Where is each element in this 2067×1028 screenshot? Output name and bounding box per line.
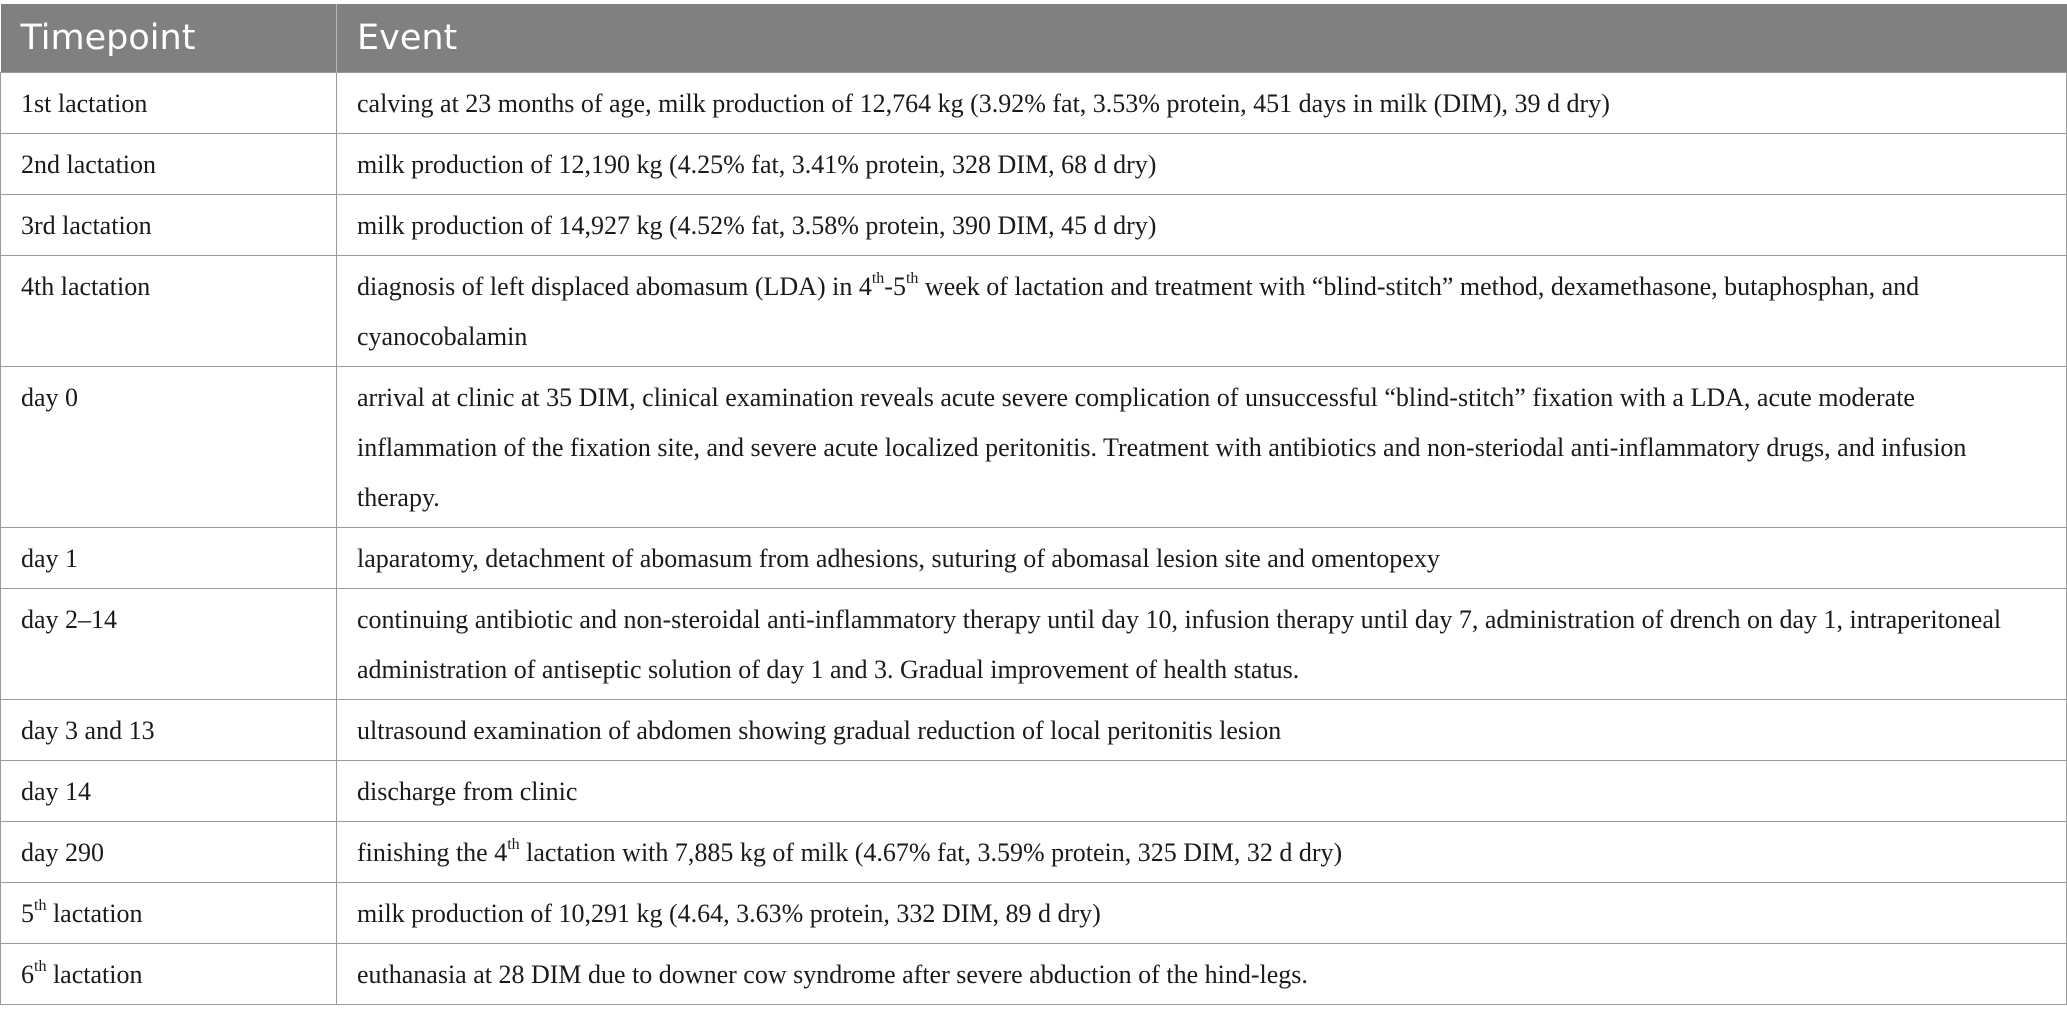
event-cell: milk production of 10,291 kg (4.64, 3.63% protein, 332 DIM, 89 d dry) (337, 883, 2067, 944)
table-row (1, 589, 2067, 700)
event-text: -5 (884, 272, 906, 301)
event-cell: laparatomy, detachment of abomasum from adhesions, suturing of abomasal lesion site and omentopexy (337, 528, 2067, 589)
event-cell (337, 256, 2067, 367)
table-row (1, 700, 2067, 761)
timepoint-cell: day 2–14 (1, 589, 337, 700)
event-cell: ultrasound examination of abdomen showing gradual reduction of local peritonitis lesion (337, 700, 2067, 761)
superscript: th (507, 836, 520, 854)
timepoint-cell: day 0 (1, 367, 337, 528)
timepoint-text: lactation (46, 960, 143, 989)
header-row (1, 4, 2067, 73)
timepoint-cell: 2nd lactation (1, 134, 337, 195)
timepoint-cell: 1st lactation (1, 73, 337, 134)
event-text: lactation with 7,885 kg of milk (4.67% fat, 3.59% protein, 325 DIM, 32 d dry) (519, 838, 1343, 867)
timepoint-cell: 3rd lactation (1, 195, 337, 256)
timepoint-cell: day 3 and 13 (1, 700, 337, 761)
timepoint-cell (1, 944, 337, 1005)
timeline-table-container (0, 4, 2066, 1005)
event-cell: milk production of 14,927 kg (4.52% fat, 3.58% protein, 390 DIM, 45 d dry) (337, 195, 2067, 256)
superscript: th (34, 958, 47, 976)
table-row (1, 134, 2067, 195)
timepoint-cell: day 1 (1, 528, 337, 589)
superscript: th (871, 270, 885, 288)
event-cell: arrival at clinic at 35 DIM, clinical examination reveals acute severe complication of unsuccessful “blind-stitch” fixation with a LDA, acute moderate inflammation of the fixation site, and severe acute localized peritonitis. Treatment with antibiotics and non-steriodal anti-inflammatory drugs, and infusion therapy. (337, 367, 2067, 528)
event-cell: discharge from clinic (337, 761, 2067, 822)
event-cell (337, 822, 2067, 883)
timepoint-cell: 4th lactation (1, 256, 337, 367)
table-row (1, 256, 2067, 367)
event-text: finishing the 4 (357, 838, 508, 867)
table-row (1, 822, 2067, 883)
timepoint-cell: day 14 (1, 761, 337, 822)
header-event: Event (337, 4, 2067, 73)
table-row (1, 528, 2067, 589)
timeline-table (0, 4, 2067, 1005)
table-row (1, 73, 2067, 134)
event-cell: milk production of 12,190 kg (4.25% fat, 3.41% protein, 328 DIM, 68 d dry) (337, 134, 2067, 195)
timepoint-cell: day 290 (1, 822, 337, 883)
timepoint-text: 5 (21, 899, 34, 928)
event-cell: continuing antibiotic and non-steroidal anti-inflammatory therapy until day 10, infusion therapy until day 7, administration of drench on day 1, intraperitoneal administration of antiseptic solution of day 1 and 3. Gradual improvement of health status. (337, 589, 2067, 700)
event-cell: euthanasia at 28 DIM due to downer cow syndrome after severe abduction of the hind-legs. (337, 944, 2067, 1005)
event-text: diagnosis of left displaced abomasum (LDA) in 4 (357, 272, 872, 301)
timepoint-text: lactation (46, 899, 143, 928)
table-row (1, 944, 2067, 1005)
table-row (1, 883, 2067, 944)
superscript: th (34, 897, 47, 915)
table-row (1, 195, 2067, 256)
superscript: th (905, 270, 919, 288)
event-text: week of lactation and treatment with “blind-stitch” method, dexamethasone, butaphosphan, and cyanocobalamin (357, 272, 1920, 351)
header-timepoint: Timepoint (1, 4, 337, 73)
timepoint-text: 6 (21, 960, 34, 989)
event-cell: calving at 23 months of age, milk production of 12,764 kg (3.92% fat, 3.53% protein, 451 days in milk (DIM), 39 d dry) (337, 73, 2067, 134)
table-row (1, 367, 2067, 528)
table-row (1, 761, 2067, 822)
timepoint-cell (1, 883, 337, 944)
